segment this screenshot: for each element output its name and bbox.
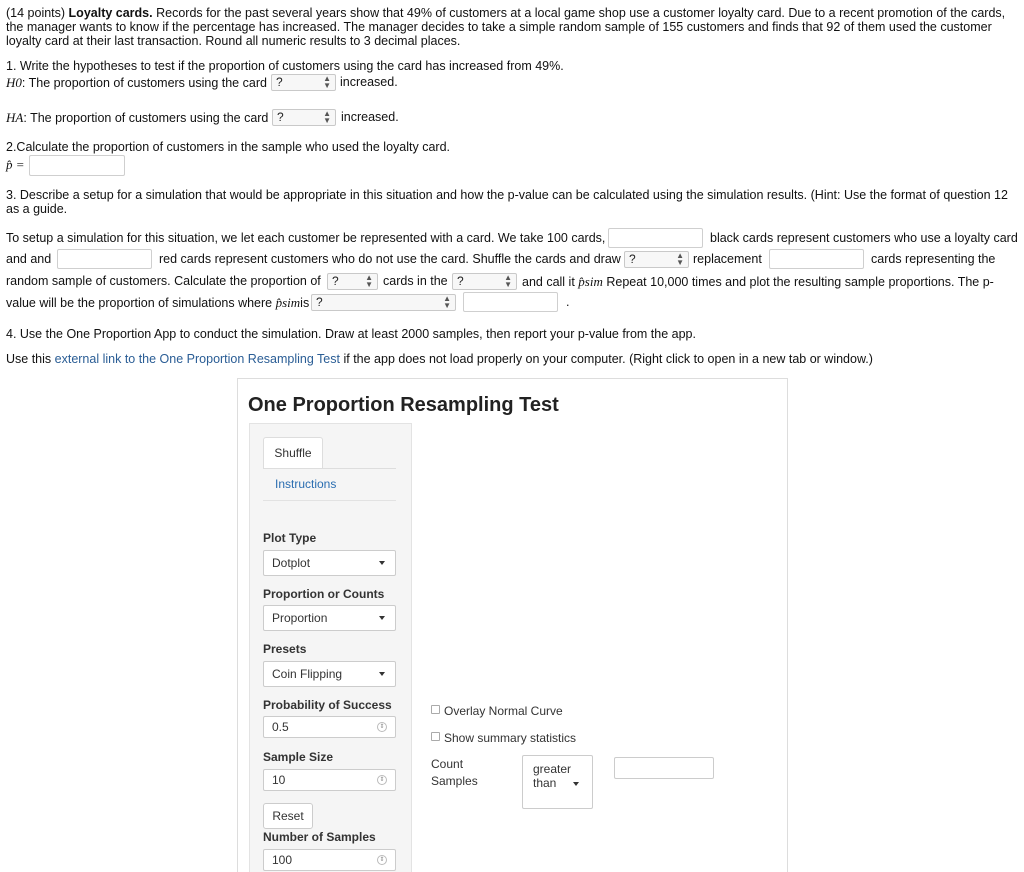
tab-divider (263, 468, 396, 469)
spinner-icon[interactable]: ⇕ (377, 722, 387, 732)
spinner-icon[interactable]: ⇕ (377, 855, 387, 865)
replacement-select[interactable] (624, 251, 689, 268)
q3-sentence-11 (6, 295, 309, 311)
overlay-label: Overlay Normal Curve (444, 704, 563, 718)
q1-text: 1. Write the hypotheses to test if the proportion of customers using the card has increased from 49%. (6, 59, 564, 73)
updown-icon: ▲ ▼ (323, 74, 331, 90)
q4-link-line (6, 352, 873, 366)
summary-label: Show summary statistics (444, 731, 577, 745)
updown-icon: ▲ ▼ (443, 294, 451, 310)
ha-increased: increased. (341, 110, 399, 124)
q3-sentence-7: random sample of customers. Calculate the proportion of (6, 274, 321, 288)
num-samples-input[interactable] (263, 849, 396, 871)
phat-input[interactable] (29, 155, 125, 176)
repeat-text: Repeat 10,000 times and plot the resulting sample proportions. The p- (606, 275, 994, 289)
q3-period: . (566, 295, 570, 309)
q2-text: 2.Calculate the proportion of customers in the sample who used the loyalty card. (6, 140, 450, 154)
ha-select-value: ? (277, 110, 284, 124)
comparison-value-input[interactable] (463, 292, 558, 312)
plot-type-value: Dotplot (272, 556, 311, 570)
h0-text: : The proportion of customers using the card (21, 76, 267, 90)
replacement-select-value: ? (629, 252, 636, 266)
num-samples-value: 100 (272, 853, 293, 867)
updown-icon: ▲ ▼ (504, 273, 512, 289)
red-cards-input[interactable] (57, 249, 152, 269)
sample-size-value: 10 (272, 773, 286, 787)
tab-content-divider (263, 500, 396, 501)
probability-label: Probability of Success (263, 698, 392, 712)
intro-paragraph (6, 6, 1016, 21)
sample-select-value: ? (457, 274, 464, 288)
sample-cards-input[interactable] (769, 249, 864, 269)
h0-label: H0 (6, 75, 22, 90)
h0-select-value: ? (276, 75, 283, 89)
caret-down-icon (379, 616, 385, 620)
problem-title: Loyalty cards. (68, 6, 153, 20)
count-label-1: Count (431, 757, 464, 771)
is-text: is (300, 296, 310, 310)
caret-down-icon (379, 672, 385, 676)
q3-sentence-4: red cards represent customers who do not use the card. Shuffle the cards and draw (159, 252, 621, 266)
overlay-checkbox[interactable] (431, 705, 440, 714)
caret-down-icon (379, 561, 385, 565)
q3-sentence-8: cards in the (383, 274, 448, 288)
comparison-direction-select[interactable] (522, 755, 593, 809)
q4-text: 4. Use the One Proportion App to conduct the simulation. Draw at least 2000 samples, then report your p-value from the app. (6, 327, 696, 341)
intro-line-3: loyalty card at their last transaction. Round all numeric results to 3 decimal places. (6, 34, 461, 48)
use-this-text: Use this (6, 352, 52, 366)
pvalue-text: value will be the proportion of simulations where (6, 296, 273, 310)
cutoff-input[interactable] (614, 757, 714, 779)
comparison-select-value: ? (316, 295, 323, 309)
color-select-value: ? (332, 274, 339, 288)
q3-sentence-2: black cards represent customers who use a loyalty card (710, 231, 1018, 245)
points-label: (14 points) (6, 6, 66, 20)
q3-line-1: 3. Describe a setup for a simulation that would be appropriate in this situation and how the p-value can be calculated using the simulation results. (Hint: Use the format of question 12 (6, 188, 1008, 202)
q3-sentence-9 (522, 274, 994, 290)
greater-text: greater (533, 762, 572, 776)
psim-symbol-2: p̂sim (275, 295, 301, 310)
black-cards-input[interactable] (608, 228, 703, 248)
color-select[interactable] (327, 273, 378, 290)
intro-line-2: the manager wants to know if the percentage has increased. The manager decides to take a simple random sample of 155 customers and finds that 92 of them used the customer (6, 20, 992, 34)
tab-shuffle[interactable]: Shuffle (263, 437, 323, 469)
external-app-link[interactable]: external link to the One Proportion Resampling Test (54, 352, 340, 366)
sample-select[interactable] (452, 273, 517, 290)
probability-value: 0.5 (272, 720, 289, 734)
updown-icon: ▲ ▼ (365, 273, 373, 289)
call-it-text: and call it (522, 275, 575, 289)
presets-value: Coin Flipping (272, 667, 343, 681)
ha-select[interactable] (272, 109, 336, 126)
q3-sentence-3: and and (6, 252, 52, 266)
presets-select[interactable] (263, 661, 396, 687)
tab-instructions[interactable]: Instructions (275, 477, 337, 491)
prop-counts-select[interactable] (263, 605, 396, 631)
probability-input[interactable] (263, 716, 396, 738)
prop-counts-value: Proportion (272, 611, 328, 625)
prop-counts-label: Proportion or Counts (263, 587, 385, 601)
ha-label: HA (6, 110, 24, 125)
q3-sentence-5: replacement (693, 252, 762, 266)
updown-icon: ▲ ▼ (323, 109, 331, 125)
sample-size-label: Sample Size (263, 750, 334, 764)
plot-type-select[interactable] (263, 550, 396, 576)
h0-increased: increased. (340, 75, 398, 89)
app-title: One Proportion Resampling Test (248, 394, 559, 416)
comparison-select[interactable] (311, 294, 456, 311)
num-samples-label: Number of Samples (263, 830, 376, 844)
psim-symbol: p̂sim (578, 274, 603, 289)
spinner-icon[interactable]: ⇕ (377, 775, 387, 785)
summary-checkbox[interactable] (431, 732, 440, 741)
sample-size-input[interactable] (263, 769, 396, 791)
caret-down-icon (573, 782, 579, 786)
ha-line (6, 110, 268, 126)
plot-type-label: Plot Type (263, 531, 317, 545)
reset-button[interactable]: Reset (263, 803, 313, 829)
than-text: than (533, 776, 557, 790)
count-label-2: Samples (431, 774, 478, 788)
q3-sentence-1: To setup a simulation for this situation, we let each customer be represented with a card. We take 100 cards, (6, 231, 606, 245)
q3-sentence-6: cards representing the (871, 252, 996, 266)
updown-icon: ▲ ▼ (676, 251, 684, 267)
q3-line-2: as a guide. (6, 202, 68, 216)
presets-label: Presets (263, 642, 307, 656)
h0-line (6, 75, 267, 91)
h0-select[interactable] (271, 74, 336, 91)
link-note-text: if the app does not load properly on your computer. (Right click to open in a new tab or window.) (343, 352, 873, 366)
intro-line-1: Records for the past several years show that 49% of customers at a local game shop use a customer loyalty card. Due to a recent promotion of the cards, (156, 6, 1006, 20)
phat-label: p̂ = (6, 157, 25, 172)
ha-text: : The proportion of customers using the card (23, 111, 269, 125)
